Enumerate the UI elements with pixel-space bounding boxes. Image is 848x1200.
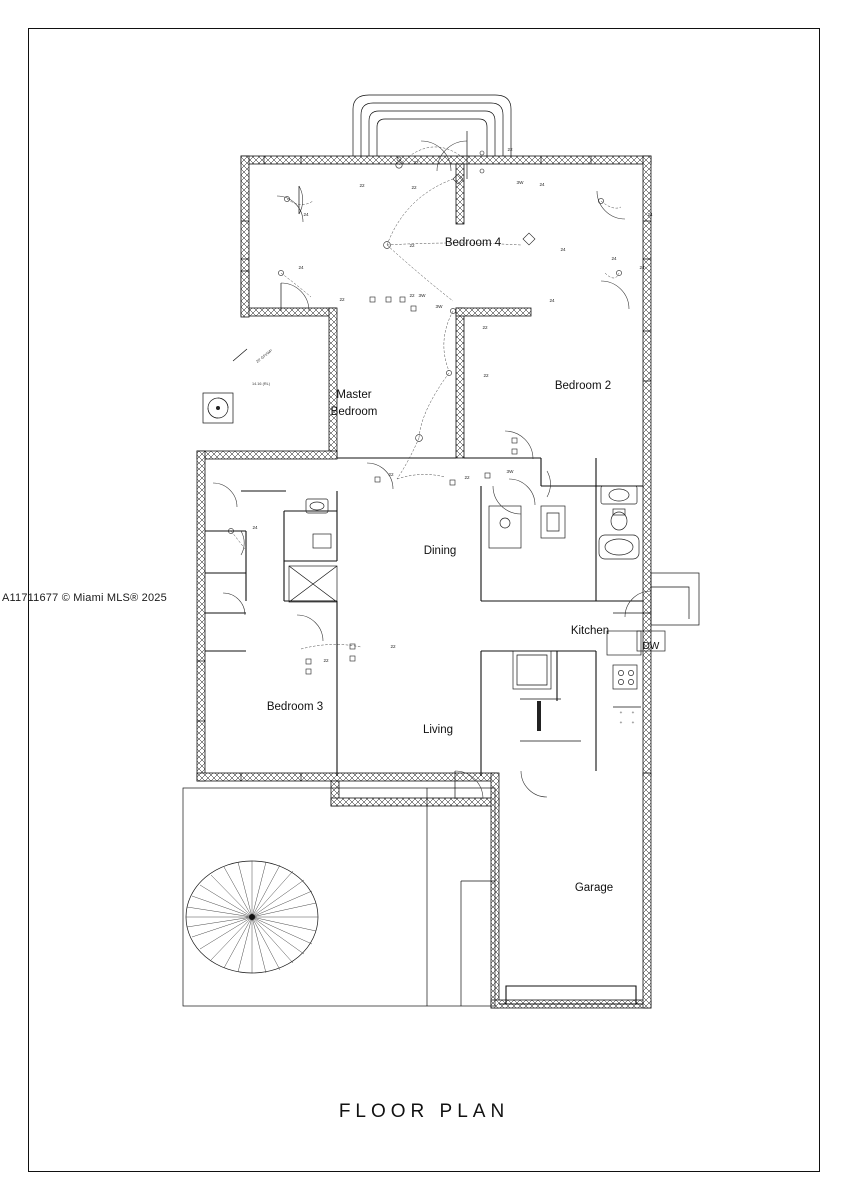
windows <box>197 156 651 781</box>
annotation-tag-3w-d: 3W <box>506 469 514 474</box>
svg-text:+: + <box>631 710 635 715</box>
kitchen-fixtures <box>513 631 641 741</box>
room-labels <box>267 237 613 894</box>
ac-pad <box>203 349 247 423</box>
annotation-tag-22-j: 22 <box>388 472 394 477</box>
room-label-master-line2: Bedroom <box>330 406 378 418</box>
annotation-tag-3w-a: 3W <box>516 180 524 185</box>
annotation-tag-24-i: 24 <box>252 525 258 530</box>
annotation-tag-24-b: 24 <box>303 212 309 217</box>
annotation-tag-24-g: 24 <box>560 247 566 252</box>
annotation-tag-22-l: 22 <box>390 644 396 649</box>
decorative-fan <box>186 861 318 973</box>
electrical-symbols <box>228 151 621 674</box>
annotation-tag-24-e: 24 <box>639 265 645 270</box>
annotation-tags <box>252 147 653 663</box>
annotation-tag-22-g: 22 <box>409 293 415 298</box>
entry-canopy <box>353 95 511 161</box>
annotation-tag-24-a: 24 <box>539 182 545 187</box>
annotation-tag-22-c: 22 <box>411 185 417 190</box>
bath-fixtures <box>289 486 639 602</box>
svg-text:+: + <box>619 720 623 725</box>
annotation-tag-3w-b: 3W <box>418 293 426 298</box>
front-patio <box>183 788 495 1006</box>
annotation-tag-22-h: 22 <box>482 325 488 330</box>
side-entry-stoop <box>613 573 699 625</box>
plan-title: FLOOR PLAN <box>338 1101 510 1122</box>
electrical-wiring <box>231 147 621 649</box>
exterior-walls <box>197 156 651 1008</box>
room-label-bedroom4: Bedroom 4 <box>444 237 502 249</box>
room-label-kitchen: Kitchen <box>570 625 610 637</box>
annotation-tag-22-a: 22 <box>413 160 419 165</box>
door-swings <box>213 131 629 799</box>
annotation-tag-22-b: 22 <box>359 183 365 188</box>
room-label-dining: Dining <box>423 545 457 557</box>
room-label-bedroom3: Bedroom 3 <box>266 701 324 713</box>
appliance-label-dishwasher: DW <box>642 641 660 652</box>
annotation-tag-3w-c: 3W <box>435 304 443 309</box>
annotation-tag-22-f: 22 <box>339 297 345 302</box>
annotation-tag-22-k: 22 <box>464 475 470 480</box>
room-label-bedroom2: Bedroom 2 <box>554 380 612 392</box>
annotation-tag-22-e: 22 <box>409 243 415 248</box>
annotation-tag-24-c: 24 <box>647 212 653 217</box>
annotation-note-elev: 14.16 (RL) <box>252 382 270 386</box>
mls-watermark: A11711677 © Miami MLS® 2025 <box>2 592 167 604</box>
annotation-tag-24-d: 24 <box>611 256 617 261</box>
annotation-tag-22-i: 22 <box>483 373 489 378</box>
svg-text:+: + <box>619 710 623 715</box>
interior-walls <box>205 164 643 776</box>
svg-text:+: + <box>631 720 635 725</box>
annotation-tag-24-h: 24 <box>549 298 555 303</box>
annotation-note-acpump: 25' GFI/WP <box>255 348 274 364</box>
annotation-tag-24-f: 24 <box>298 265 304 270</box>
room-label-master-line1: Master <box>336 389 372 401</box>
room-label-living: Living <box>422 724 454 736</box>
room-label-garage: Garage <box>574 882 614 894</box>
annotation-tag-22-m: 22 <box>323 658 329 663</box>
annotation-tag-22-d: 22 <box>507 147 513 152</box>
